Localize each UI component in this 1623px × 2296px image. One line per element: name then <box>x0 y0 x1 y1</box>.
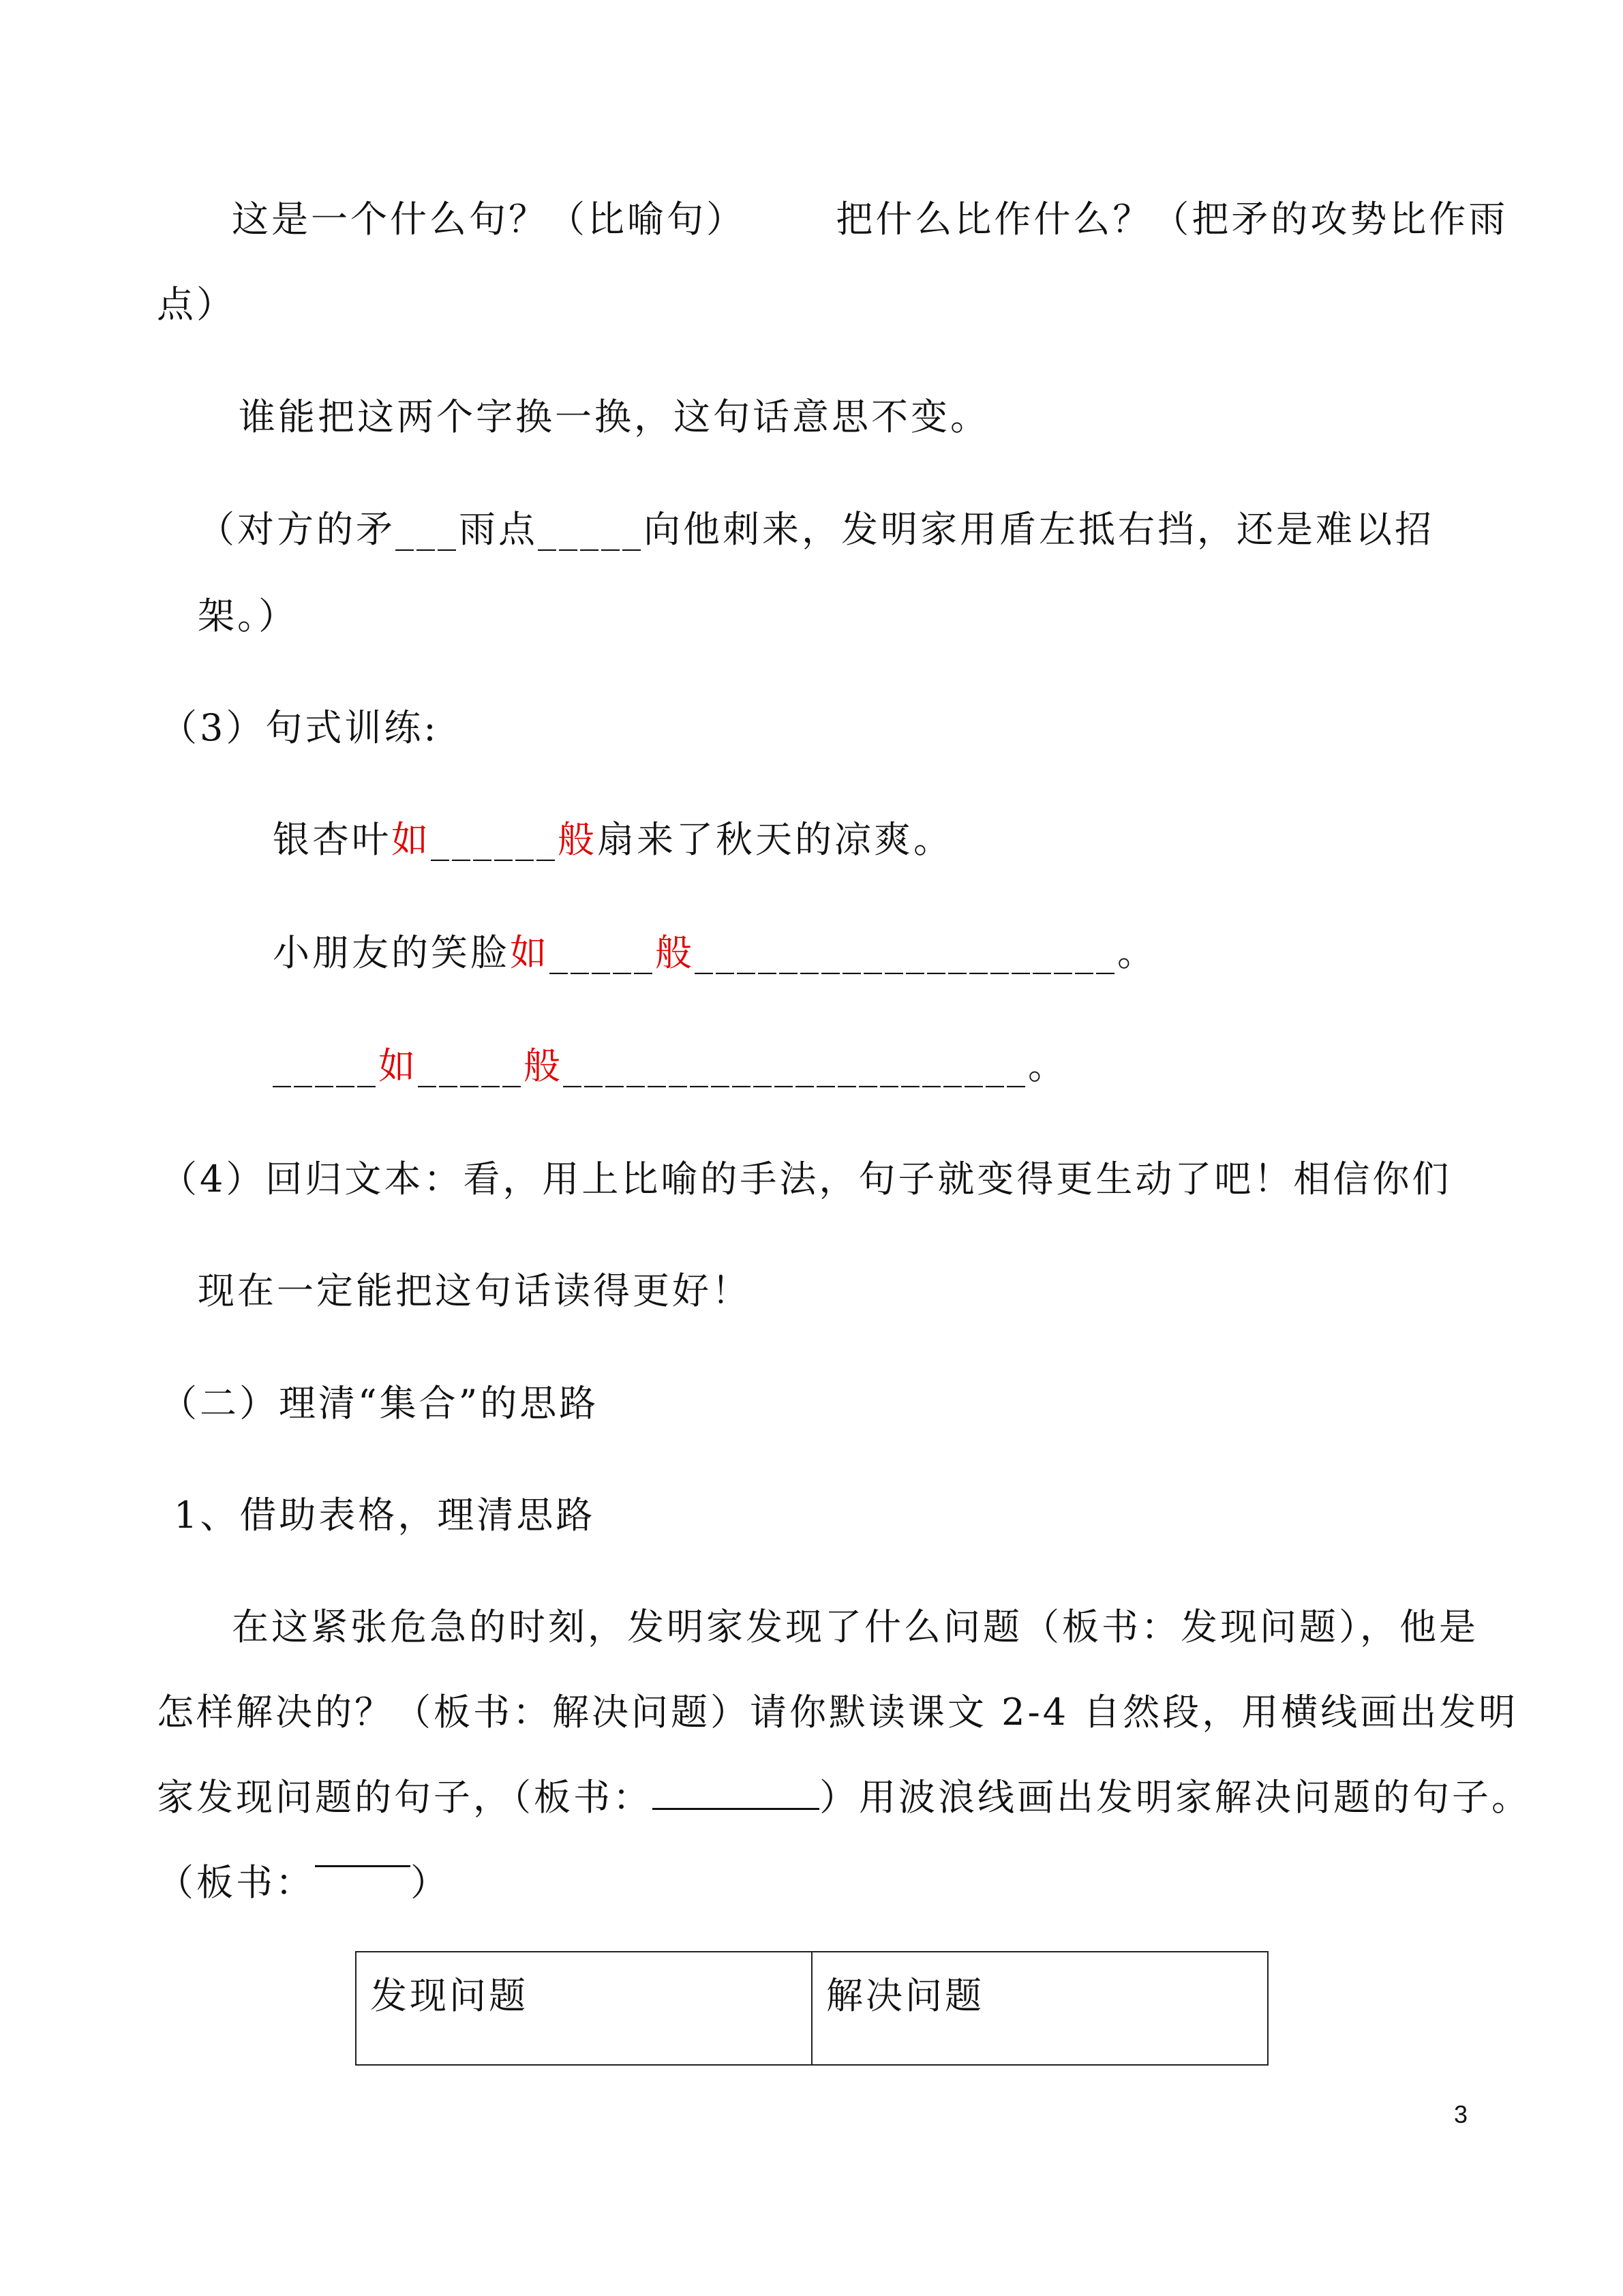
paragraph-line: （对方的矛___雨点_____向他刺来，发明家用盾左抵右挡，还是难以招 <box>198 508 1434 551</box>
section-heading-4: （4）回归文本：看，用上比喻的手法，句子就变得更生动了吧！相信你们 <box>160 1158 1452 1200</box>
question-sentence-type: 这是一个什么句？（比喻句） 把什么比作什么？（把矛的攻势比作雨 <box>232 198 1508 241</box>
section-heading-2: （二）理清“集合”的思路 <box>160 1382 599 1425</box>
paragraph-line: （板书： ） <box>157 1861 450 1904</box>
table-header-find-problem: 发现问题 <box>356 1952 812 2065</box>
table-row <box>356 1952 1268 2065</box>
paragraph-line: 谁能把这两个字换一换，这句话意思不变。 <box>239 395 990 438</box>
exercise-line-3: _____如_____般______________________。 <box>273 1044 1067 1087</box>
blank-wavy-line <box>315 1865 410 1894</box>
paragraph-line: 家发现问题的句子，（板书： ）用波浪线画出发明家解决问题的句子。 <box>157 1776 1531 1819</box>
section-heading-3: （3）句式训练: <box>160 706 439 749</box>
paragraph-line: 架。） <box>198 594 298 637</box>
subsection-heading-1: 1、借助表格，理清思路 <box>174 1494 596 1537</box>
paragraph-line: 现在一定能把这句话读得更好！ <box>198 1269 751 1312</box>
page-number: 3 <box>1454 2100 1468 2128</box>
paragraph-line: 怎样解决的？（板书：解决问题）请你默读课文 2-4 自然段，用横线画出发明 <box>157 1691 1519 1734</box>
exercise-line-1: 银杏叶如______般扇来了秋天的凉爽。 <box>273 818 953 861</box>
paragraph-line: 在这紧张危急的时刻，发明家发现了什么问题（板书：发现问题），他是 <box>232 1605 1478 1648</box>
exercise-line-2: 小朋友的笑脸如_____般____________________。 <box>273 931 1157 974</box>
problem-solution-table <box>355 1951 1269 2066</box>
blank-straight-line <box>652 1781 819 1810</box>
table-header-solve-problem: 解决问题 <box>812 1952 1268 2065</box>
paragraph-line: 点） <box>157 283 236 326</box>
